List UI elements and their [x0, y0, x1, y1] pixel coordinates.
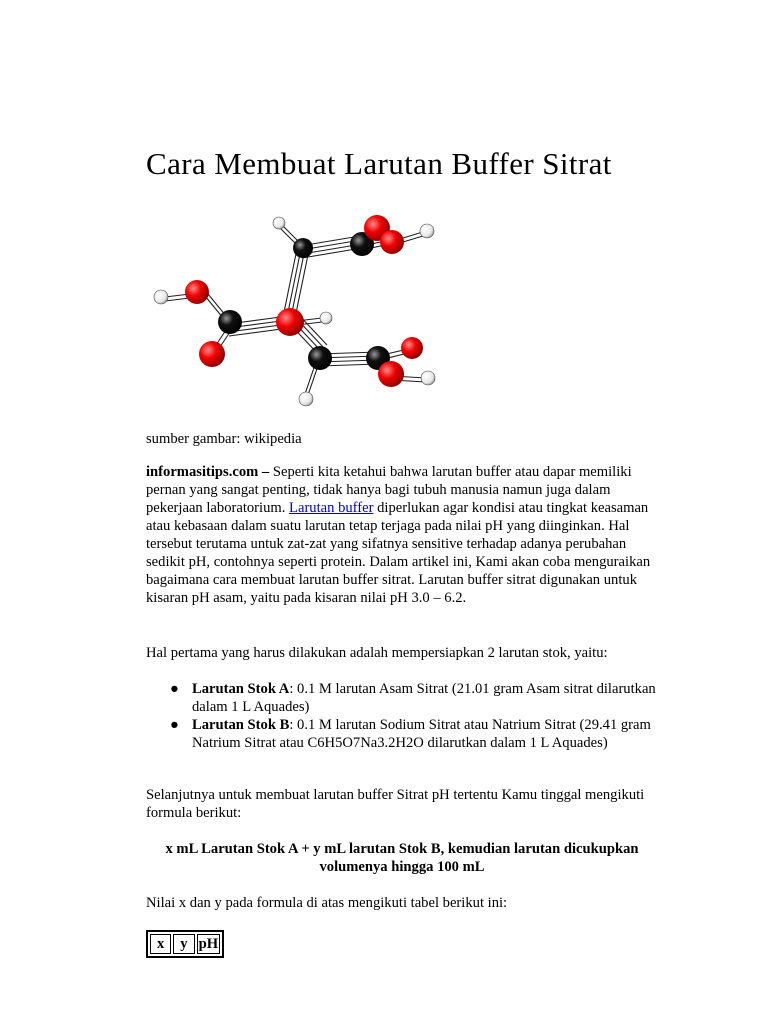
table-header-row [150, 934, 220, 954]
buffer-table [146, 930, 224, 958]
stock-b-text: : 0.1 M larutan Sodium Sitrat atau Natrium Sitrat (29.41 gram Natrium Sitrat atau C6H5O7Na3.2H2O dilarutkan dalam 1 L Aquades) [192, 717, 651, 751]
stock-intro: Hal pertama yang harus dilakukan adalah mempersiapkan 2 larutan stok, yaitu: [146, 645, 608, 661]
formula: x mL Larutan Stok A + y mL larutan Stok B, kemudian larutan dicukupkan volumenya hingga 100 mL [165, 841, 639, 875]
page-title: Cara Membuat Larutan Buffer Sitrat [146, 146, 612, 181]
list-item [170, 716, 662, 752]
table-header-y: y [173, 934, 194, 954]
table-header-ph: pH [197, 934, 220, 954]
table-header-x: x [150, 934, 171, 954]
stock-a-text: : 0.1 M larutan Asam Sitrat (21.01 gram Asam sitrat dilarutkan dalam 1 L Aquades) [192, 681, 656, 715]
image-caption: sumber gambar: wikipedia [146, 431, 302, 447]
stock-a-label: Larutan Stok A [192, 681, 290, 697]
citric-acid-molecule-image [150, 206, 440, 412]
stock-list [146, 680, 662, 752]
intro-paragraph [146, 463, 658, 607]
intro-text-1: Seperti kita ketahui bahwa larutan buffer atau dapar memiliki pernan yang sangat penting, tidak hanya bagi tubuh manusia namun juga dalam pekerjaan laboratorium. [146, 464, 632, 516]
stock-b-label: Larutan Stok B [192, 717, 290, 733]
intro-text-2: diperlukan agar kondisi atau tingkat keasaman atau kebasaan dalam suatu larutan tetap terjaga pada nilai pH yang diinginkan. Hal tersebut terutama untuk zat-zat yang sifatnya sensitive terhadap adanya perubahan sedikit pH, contohnya seperti protein. Dalam artikel ini, Kami akan coba menguraikan bagaimana cara membuat larutan buffer sitrat. Larutan buffer sitrat digunakan untuk kisaran pH asam, yaitu pada kisaran nilai pH 3.0 – 6.2. [146, 500, 651, 606]
bullet-icon: ● [170, 681, 179, 697]
formula-intro: Selanjutnya untuk membuat larutan buffer Sitrat pH tertentu Kamu tinggal mengikuti formula berikut: [146, 787, 645, 821]
list-item [170, 680, 662, 716]
bullet-icon: ● [170, 717, 179, 733]
table-intro: Nilai x dan y pada formula di atas mengikuti tabel berikut ini: [146, 895, 508, 911]
site-name: informasitips.com – [146, 464, 270, 480]
larutan-buffer-link[interactable]: Larutan buffer [289, 500, 374, 516]
